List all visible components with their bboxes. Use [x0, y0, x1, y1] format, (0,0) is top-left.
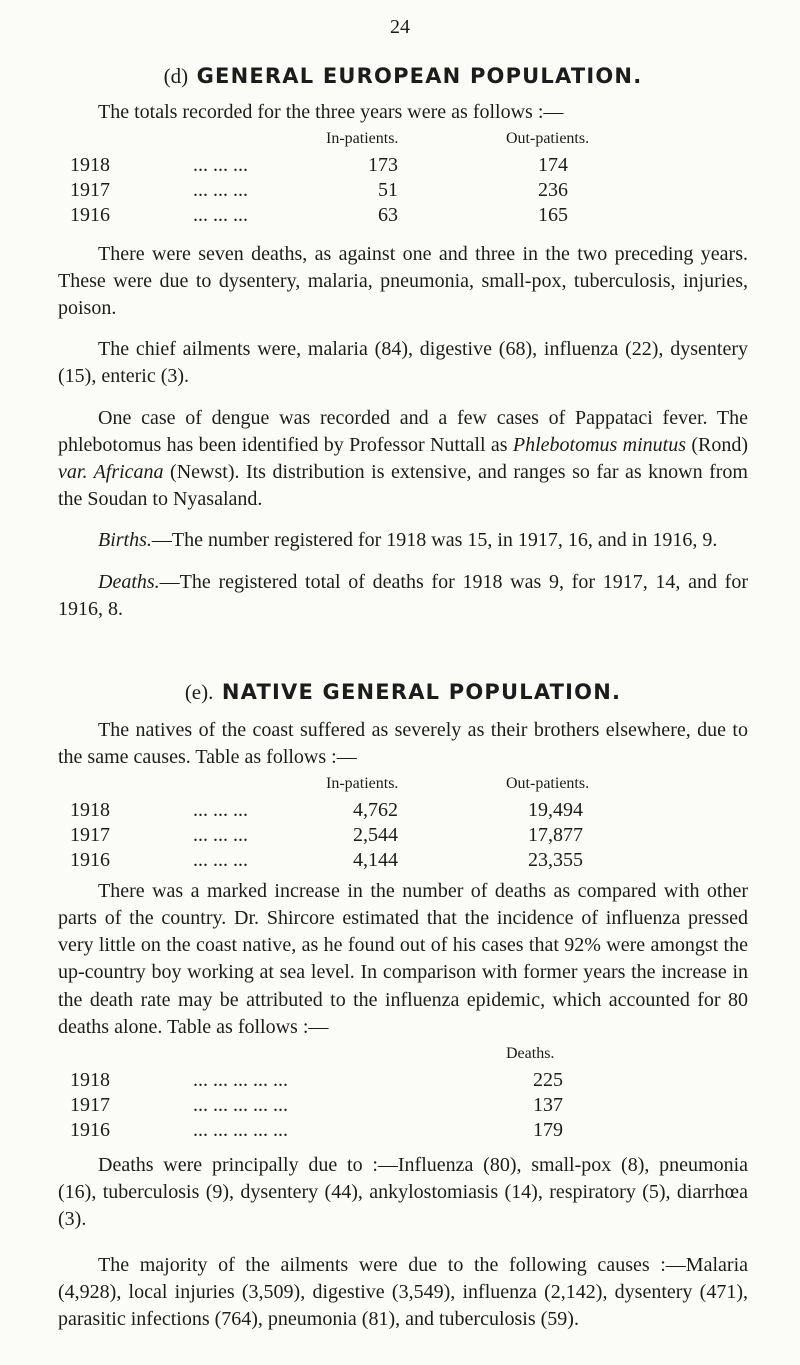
births-text: —The number registered for 1918 was 15, in 1917, 16, and in 1916, 9. — [151, 529, 718, 552]
table-row — [58, 797, 748, 822]
row-year: 1917 — [70, 823, 110, 846]
section-d-heading — [58, 62, 748, 91]
row-dots: ... ... ... ... ... — [193, 1069, 288, 1092]
row-in-patients: 51 — [378, 178, 398, 201]
deaths-text: —The registered total of deaths for 1918 was 9, for 1917, 14, and for 1916, 8. — [58, 570, 748, 620]
dengue-text-2: (Rond) — [686, 433, 749, 456]
species-name: Phlebotomus minutus — [512, 433, 686, 456]
row-dots: ... ... ... — [193, 178, 248, 201]
row-out-patients: 17,877 — [528, 823, 583, 846]
section-e-intro: The natives of the coast suffered as severely as their brothers elsewhere, due to the same causes. Table as follows :— — [58, 718, 748, 768]
para-native-ailments: The majority of the ailments were due to the following causes :—Malaria (4,928), local injuries (3,509), digestive (3,549), influenza (2,142), dysentery (471), parasitic infections (764), pneumonia (81), and tuberculosis (59). — [58, 1253, 748, 1330]
row-dots: ... ... ... — [193, 823, 248, 846]
para-death-causes: Deaths were principally due to :—Influenza (80), small-pox (8), pneumonia (16), tuberculosis (9), dysentery (44), ankylostomiasis (14), respiratory (5), diarrhœa (3). — [58, 1154, 748, 1231]
row-year: 1917 — [70, 1094, 110, 1117]
deaths-label: Deaths. — [98, 570, 160, 593]
european-patients-table — [58, 128, 748, 227]
section-d-title: GENERAL EUROPEAN POPULATION. — [196, 64, 643, 88]
row-dots: ... ... ... — [193, 203, 248, 226]
row-in-patients: 63 — [378, 203, 398, 226]
row-in-patients: 2,544 — [353, 823, 398, 846]
row-deaths: 137 — [533, 1094, 563, 1117]
para-births — [58, 527, 748, 554]
para-death-increase: There was a marked increase in the number of deaths as compared with other parts of the country. Dr. Shircore estimated that the incidence of influenza pressed very little on the coast native, as he found out of his cases that 92% were amongst the up-country boy working at sea level. In comparison with former years the increase in the death rate may be attributed to the influenza epidemic, which accounted for 80 deaths alone. Table as follows :— — [58, 879, 748, 1038]
row-out-patients: 165 — [538, 203, 568, 226]
table-header-row — [58, 773, 748, 797]
header-deaths: Deaths. — [506, 1045, 555, 1063]
row-year: 1916 — [70, 203, 110, 226]
row-year: 1917 — [70, 178, 110, 201]
births-label: Births. — [98, 529, 152, 552]
table-row — [58, 1092, 748, 1117]
table-header-row — [58, 128, 748, 152]
dengue-text-1: One case of dengue was recorded and a few cases of Pappataci fever. The phlebotomus has been identified by Professor Nuttall as — [58, 406, 748, 456]
row-year: 1916 — [70, 1119, 110, 1142]
section-e-heading — [58, 678, 748, 707]
page-number: 24 — [390, 16, 410, 38]
table-row — [58, 152, 748, 177]
section-e-title: NATIVE GENERAL POPULATION. — [221, 680, 622, 704]
para-deaths-european: There were seven deaths, as against one and three in the two preceding years. These were due to dysentery, malaria, pneumonia, small-pox, tuberculosis, injuries, poison. — [58, 242, 748, 320]
native-deaths-table — [58, 1043, 748, 1142]
row-out-patients: 23,355 — [528, 848, 583, 871]
row-out-patients: 174 — [538, 153, 568, 176]
row-year: 1916 — [70, 848, 110, 871]
section-native-general — [58, 678, 748, 1333]
header-out-patients: Out-patients. — [506, 774, 590, 792]
table-row — [58, 202, 748, 227]
para-chief-ailments: The chief ailments were, malaria (84), digestive (68), influenza (22), dysentery (15), enteric (3). — [58, 338, 748, 388]
section-d-intro: The totals recorded for the three years were as follows :— — [98, 100, 564, 123]
table-row — [58, 847, 748, 872]
row-year: 1918 — [70, 153, 110, 176]
table-header-row — [58, 1043, 748, 1067]
row-in-patients: 173 — [368, 153, 398, 176]
section-e-marker: (e). — [184, 680, 214, 704]
section-d-marker: (d) — [163, 64, 189, 88]
row-out-patients: 236 — [538, 178, 568, 201]
dengue-text-3: (Newst). Its distribution is extensive, and ranges so far as known from the Soudan to Nyasaland. — [58, 461, 748, 511]
row-dots: ... ... ... — [193, 798, 248, 821]
native-patients-table — [58, 773, 748, 872]
header-in-patients: In-patients. — [326, 129, 399, 147]
row-deaths: 225 — [533, 1069, 563, 1092]
row-year: 1918 — [70, 798, 110, 821]
table-row — [58, 177, 748, 202]
row-out-patients: 19,494 — [528, 798, 583, 821]
row-dots: ... ... ... ... ... — [193, 1119, 288, 1142]
row-deaths: 179 — [533, 1119, 563, 1142]
row-dots: ... ... ... ... ... — [193, 1094, 288, 1117]
table-row — [58, 1117, 748, 1142]
para-deaths-registered — [58, 569, 748, 623]
section-general-european — [58, 62, 748, 623]
row-dots: ... ... ... — [193, 848, 248, 871]
row-in-patients: 4,762 — [353, 798, 398, 821]
table-row — [58, 822, 748, 847]
header-in-patients: In-patients. — [326, 774, 399, 792]
header-out-patients: Out-patients. — [506, 129, 590, 147]
variety-name: var. Africana — [58, 461, 164, 484]
row-dots: ... ... ... — [193, 153, 248, 176]
table-row — [58, 1067, 748, 1092]
para-dengue — [58, 405, 748, 514]
row-in-patients: 4,144 — [353, 848, 398, 871]
row-year: 1918 — [70, 1069, 110, 1092]
